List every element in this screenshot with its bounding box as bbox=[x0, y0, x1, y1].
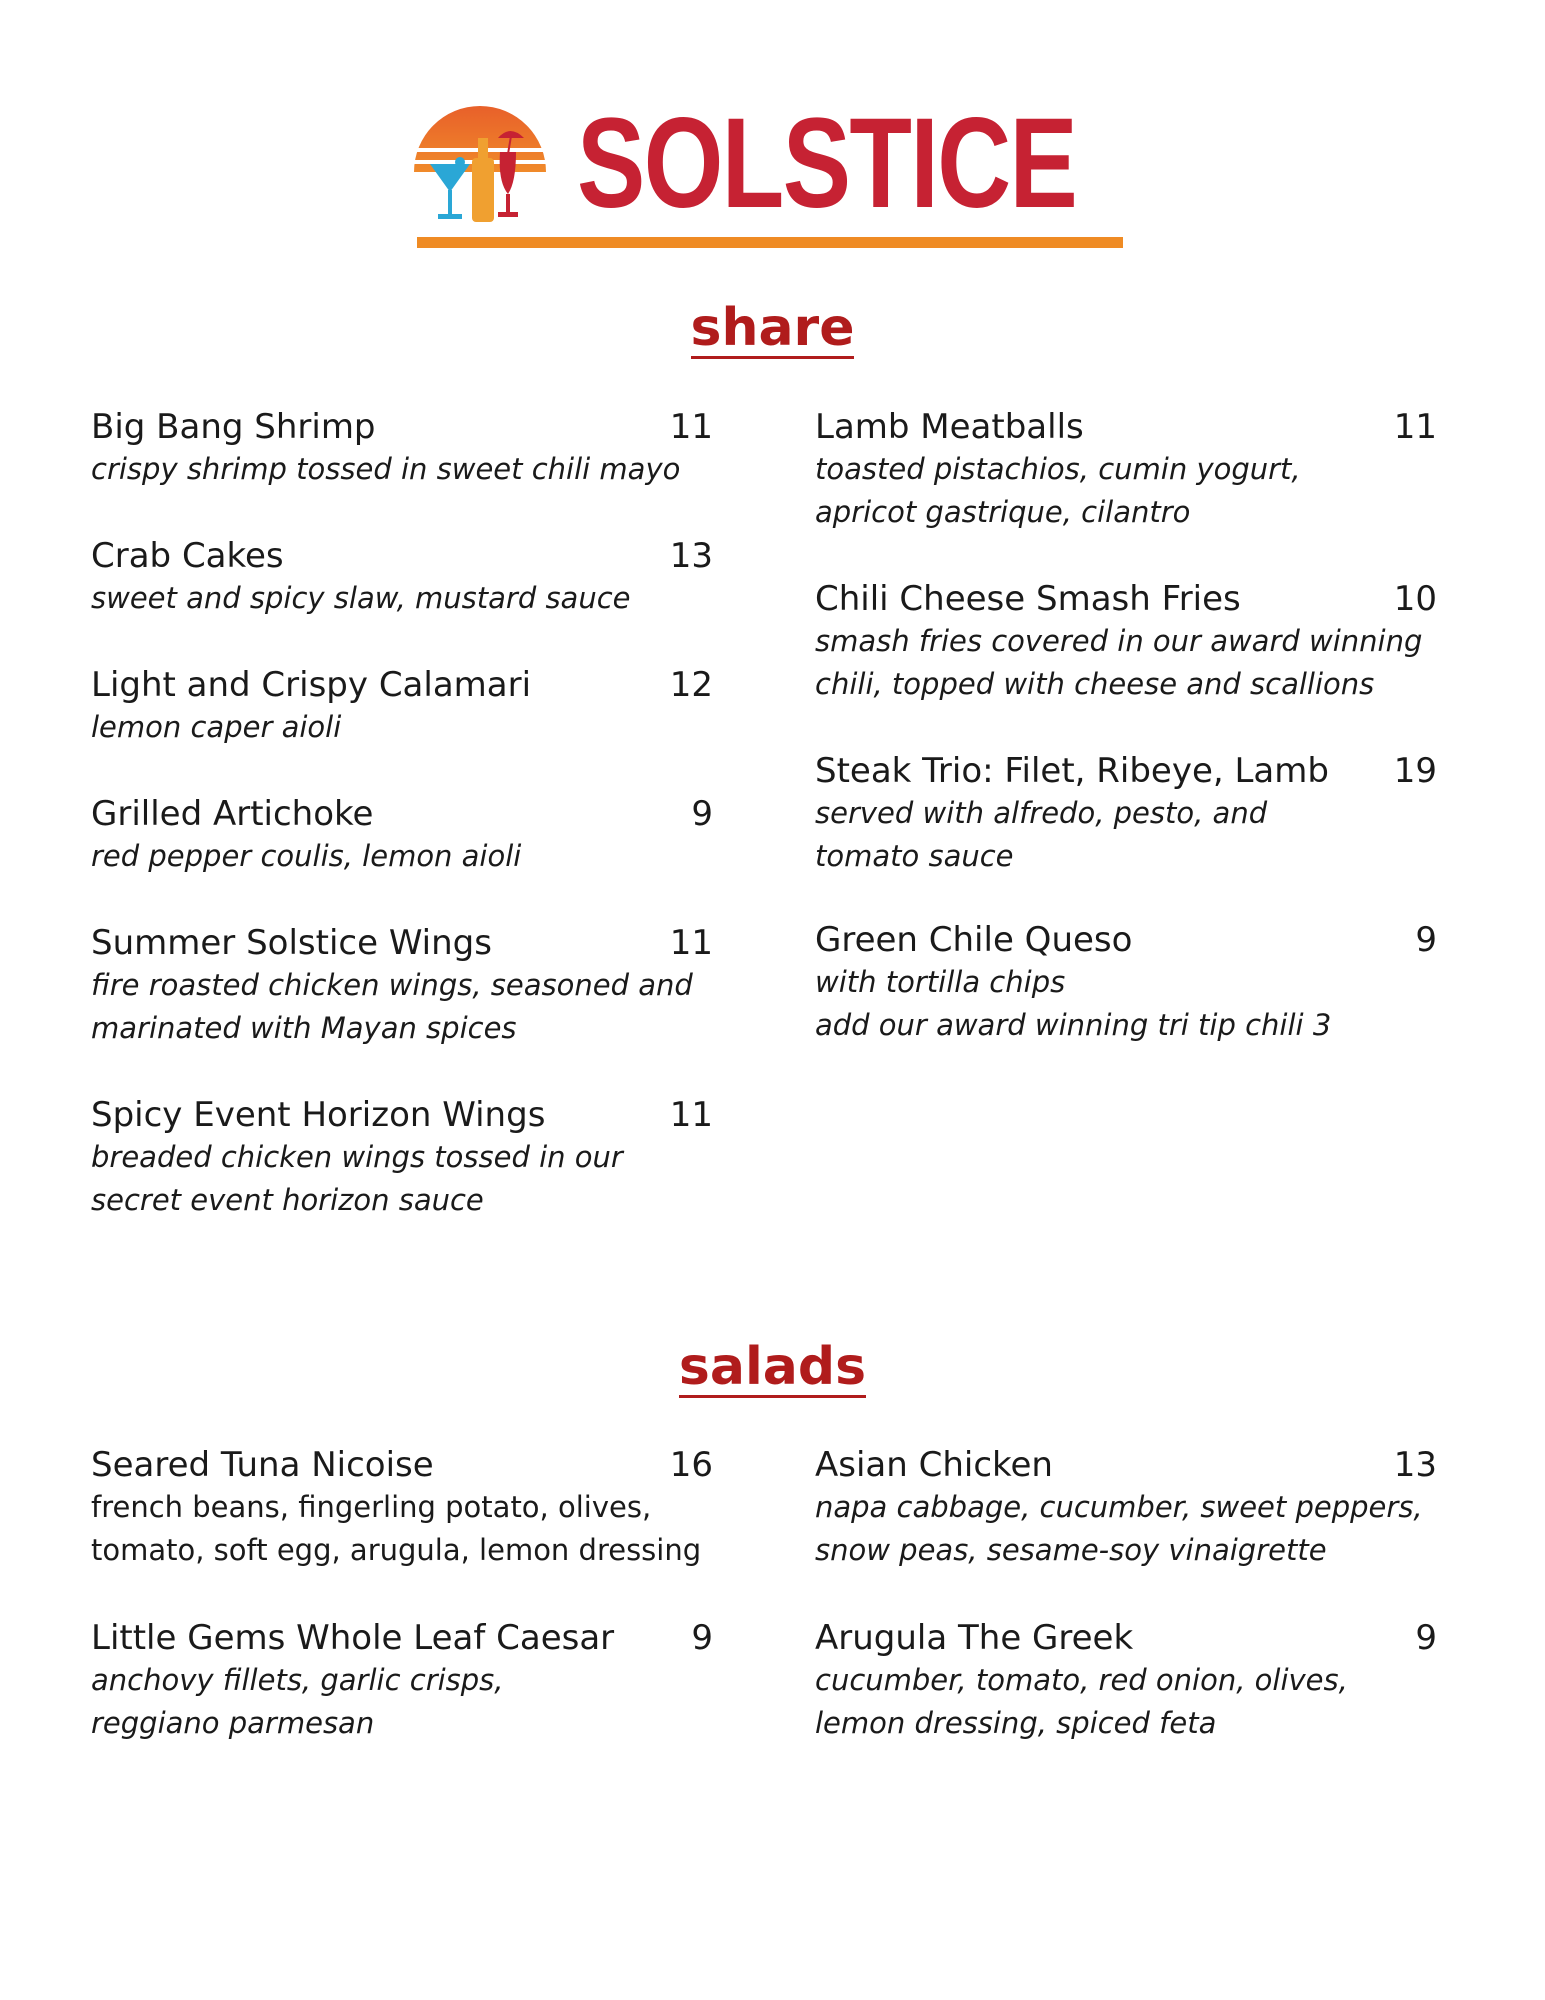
item-price: 11 bbox=[669, 407, 713, 447]
menu-item bbox=[815, 1617, 1437, 1745]
item-description: crispy shrimp tossed in sweet chili mayo bbox=[91, 452, 681, 486]
item-name: Lamb Meatballs bbox=[815, 407, 1084, 447]
sunset-cocktail-icon bbox=[412, 102, 552, 232]
section-title-salads: salads bbox=[678, 1337, 867, 1397]
item-price: 9 bbox=[691, 794, 713, 834]
item-price: 9 bbox=[691, 1618, 713, 1658]
menu-item bbox=[91, 1617, 713, 1745]
item-price: 10 bbox=[1393, 579, 1437, 619]
menu-item bbox=[91, 793, 713, 878]
item-name: Green Chile Queso bbox=[815, 920, 1133, 960]
menu-item bbox=[815, 406, 1437, 534]
solstice-logo bbox=[412, 92, 1132, 250]
brand-name: SOLSTICE bbox=[577, 92, 1077, 235]
section-title-share: share bbox=[690, 298, 855, 358]
menu-item bbox=[815, 1444, 1437, 1572]
item-price: 9 bbox=[1415, 920, 1437, 960]
item-description: sweet and spicy slaw, mustard sauce bbox=[91, 581, 631, 615]
menu-item bbox=[91, 535, 713, 620]
item-name: Steak Trio: Filet, Ribeye, Lamb bbox=[815, 751, 1329, 791]
menu-item bbox=[91, 664, 713, 749]
item-name: Crab Cakes bbox=[91, 536, 284, 576]
brand-underline bbox=[417, 237, 1123, 248]
item-price: 11 bbox=[669, 1095, 713, 1135]
item-description: red pepper coulis, lemon aioli bbox=[91, 839, 522, 873]
item-name: Little Gems Whole Leaf Caesar bbox=[91, 1618, 615, 1658]
item-description: breaded chicken wings tossed in our secret event horizon sauce bbox=[91, 1140, 623, 1217]
item-price: 11 bbox=[669, 923, 713, 963]
menu-item bbox=[91, 1444, 713, 1572]
item-description: cucumber, tomato, red onion, olives, lemon dressing, spiced feta bbox=[815, 1663, 1348, 1740]
item-description: smash fries covered in our award winning chili, topped with cheese and scallions bbox=[815, 624, 1423, 701]
item-price: 13 bbox=[1393, 1445, 1437, 1485]
item-name: Arugula The Greek bbox=[815, 1618, 1134, 1658]
item-name: Summer Solstice Wings bbox=[91, 923, 492, 963]
item-name: Grilled Artichoke bbox=[91, 794, 374, 834]
item-description: with tortilla chips add our award winning tri tip chili 3 bbox=[815, 965, 1332, 1042]
item-price: 19 bbox=[1393, 751, 1437, 791]
menu-item bbox=[91, 922, 713, 1050]
item-description: fire roasted chicken wings, seasoned and marinated with Mayan spices bbox=[91, 968, 693, 1045]
menu-item bbox=[815, 919, 1437, 1047]
menu-item bbox=[91, 1094, 713, 1222]
item-description: anchovy fillets, garlic crisps, reggiano parmesan bbox=[91, 1663, 504, 1740]
item-description: toasted pistachios, cumin yogurt, apricot gastrique, cilantro bbox=[815, 452, 1301, 529]
item-name: Seared Tuna Nicoise bbox=[91, 1445, 434, 1485]
menu-item bbox=[815, 750, 1437, 878]
item-name: Light and Crispy Calamari bbox=[91, 665, 532, 705]
menu-item bbox=[815, 578, 1437, 706]
item-name: Big Bang Shrimp bbox=[91, 407, 376, 447]
menu-item bbox=[91, 406, 713, 491]
item-name: Asian Chicken bbox=[815, 1445, 1053, 1485]
item-price: 13 bbox=[669, 536, 713, 576]
item-description: served with alfredo, pesto, and tomato sauce bbox=[815, 796, 1268, 873]
item-description: french beans, fingerling potato, olives, tomato, soft egg, arugula, lemon dressing bbox=[91, 1490, 702, 1567]
item-description: lemon caper aioli bbox=[91, 710, 342, 744]
item-price: 12 bbox=[669, 665, 713, 705]
item-price: 9 bbox=[1415, 1618, 1437, 1658]
item-name: Spicy Event Horizon Wings bbox=[91, 1095, 546, 1135]
item-price: 16 bbox=[669, 1445, 713, 1485]
item-description: napa cabbage, cucumber, sweet peppers, snow peas, sesame-soy vinaigrette bbox=[815, 1490, 1423, 1567]
item-name: Chili Cheese Smash Fries bbox=[815, 579, 1241, 619]
item-price: 11 bbox=[1393, 407, 1437, 447]
